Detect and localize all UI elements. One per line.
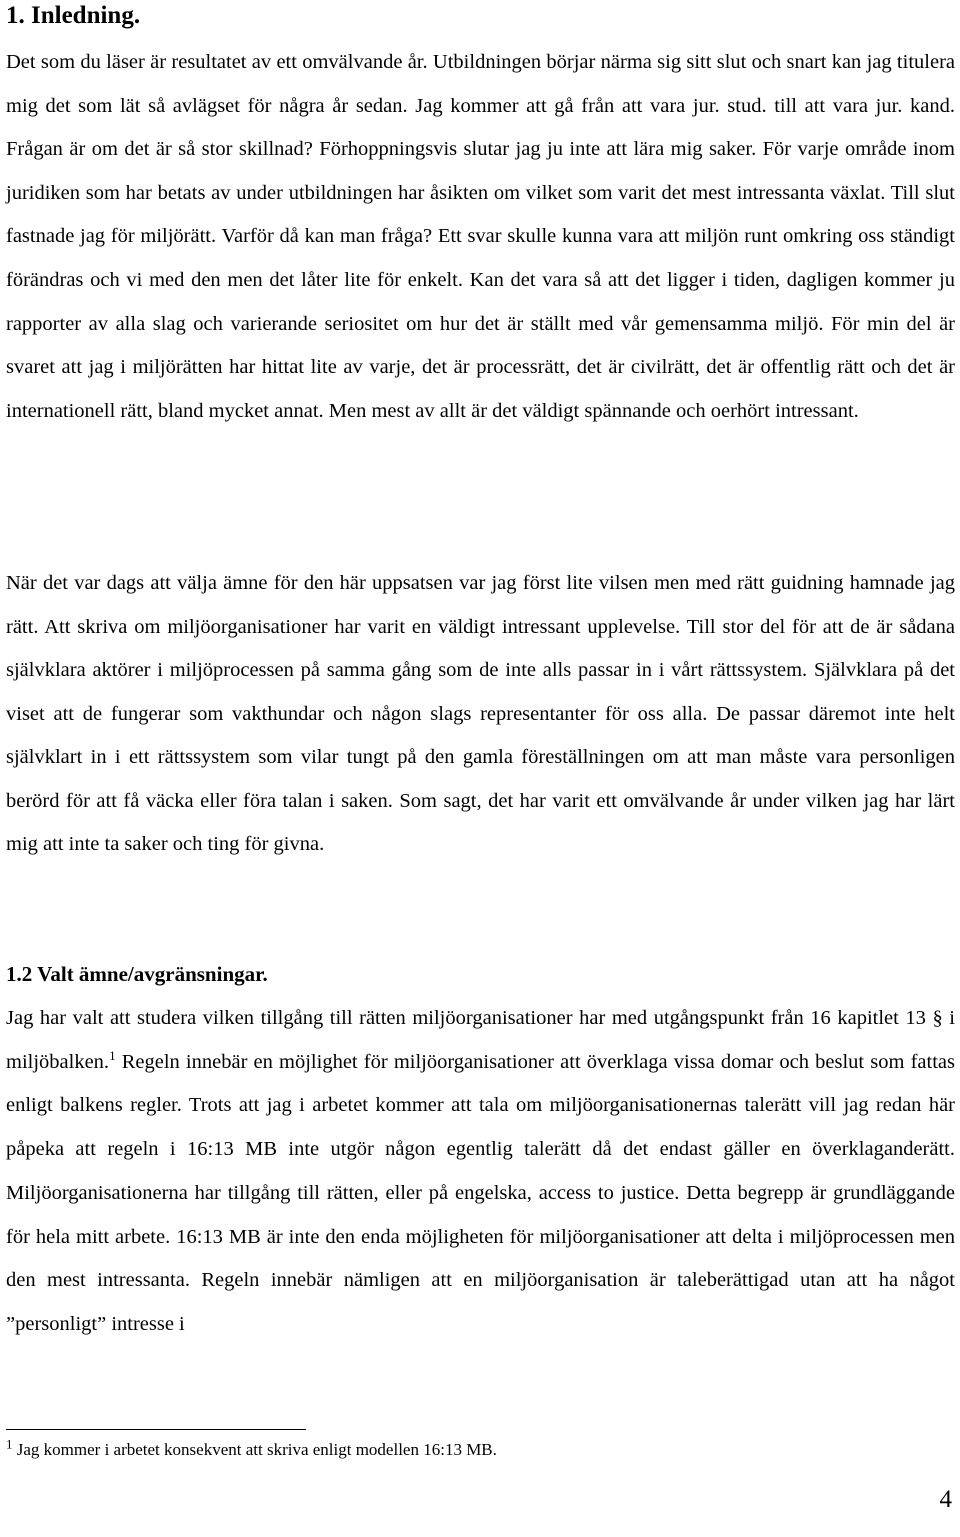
paragraph-scope-rest: Regeln innebär en möjlighet för miljöorganisationer att överklaga vissa domar och beslut som fattas enligt balkens regler. Trots att jag i arbetet kommer att tala om miljöorganisationernas talerätt vill jag redan här påpeka att regeln i 16:13 MB inte utgör någon egentlig talerätt då det endast gäller en överklaganderätt. Miljöorganisationerna har tillgång till rätten, eller på engelska, access to justice. Detta begrepp är grundläggande för hela mitt arbete. 16:13 MB är inte den enda möjligheten för miljöorganisationer att delta i miljöprocessen men den mest intressanta. Regeln innebär nämligen att en miljöorganisation är taleberättigad utan att ha något ”personligt” intresse i — [6, 1050, 955, 1335]
footnote — [6, 1438, 497, 1462]
paragraph-topic-choice: När det var dags att välja ämne för den här uppsatsen var jag först lite vilsen men med rätt guidning hamnade jag rätt. Att skriva om miljöorganisationer har varit en väldigt intressant upplevelse. Till stor del för att de är sådana självklara aktörer i miljöprocessen på samma gång som de inte alls passar in i vårt rättssystem. Självklara på det viset att de fungerar som vakthundar och någon slags representanter för oss alla. De passar däremot inte helt självklart in i ett rättssystem som vilar tungt på den gamla föreställningen om att man måste vara personligen berörd för att få väcka eller föra talan i saken. Som sagt, det har varit ett omvälvande år under vilken jag har lärt mig att inte ta saker och ting för givna. — [6, 572, 955, 855]
section-heading-inledning: 1. Inledning. — [6, 2, 141, 29]
paragraph-intro: Det som du läser är resultatet av ett omvälvande år. Utbildningen börjar närma sig sitt slut och snart kan jag titulera mig det som lät så avlägset för några år sedan. Jag kommer att gå från att vara jur. stud. till att vara jur. kand. Frågan är om det är så stor skillnad? Förhoppningsvis slutar jag ju inte att lära mig saker. För varje område inom juridiken som har betats av under utbildningen har åsikten om vilket som varit det mest intressanta växlat. Till slut fastnade jag för miljörätt. Varför då kan man fråga? Ett svar skulle kunna vara att miljön runt omkring oss ständigt förändras och vi med den men det låter lite för enkelt. Kan det vara så att det ligger i tiden, dagligen kommer ju rapporter av alla slag och varierande seriositet om hur det är ställt med vår gemensamma miljö. För min del är svaret att jag i miljörätten har hittat lite av varje, det är processrätt, det är civilrätt, det är offentlig rätt och det är internationell rätt, bland mycket annat. Men mest av allt är det väldigt spännande och oerhört intressant. — [6, 51, 955, 422]
section-heading-valt-amne: 1.2 Valt ämne/avgränsningar. — [6, 962, 268, 986]
page-number: 4 — [939, 1486, 952, 1513]
footnote-separator — [6, 1429, 306, 1430]
footnote-number: 1 — [6, 1436, 13, 1452]
footnote-reference[interactable]: 1 — [109, 1047, 116, 1063]
paragraph-scope-start: Jag har valt att studera vilken tillgång till rätten miljöorganisationer har med utgångspunkt från 16 kapitlet 13 § i miljöbalken. — [6, 1007, 955, 1073]
paragraph-scope — [6, 997, 955, 1347]
footnote-text: Jag kommer i arbetet konsekvent att skriva enligt modellen 16:13 MB. — [12, 1440, 497, 1459]
